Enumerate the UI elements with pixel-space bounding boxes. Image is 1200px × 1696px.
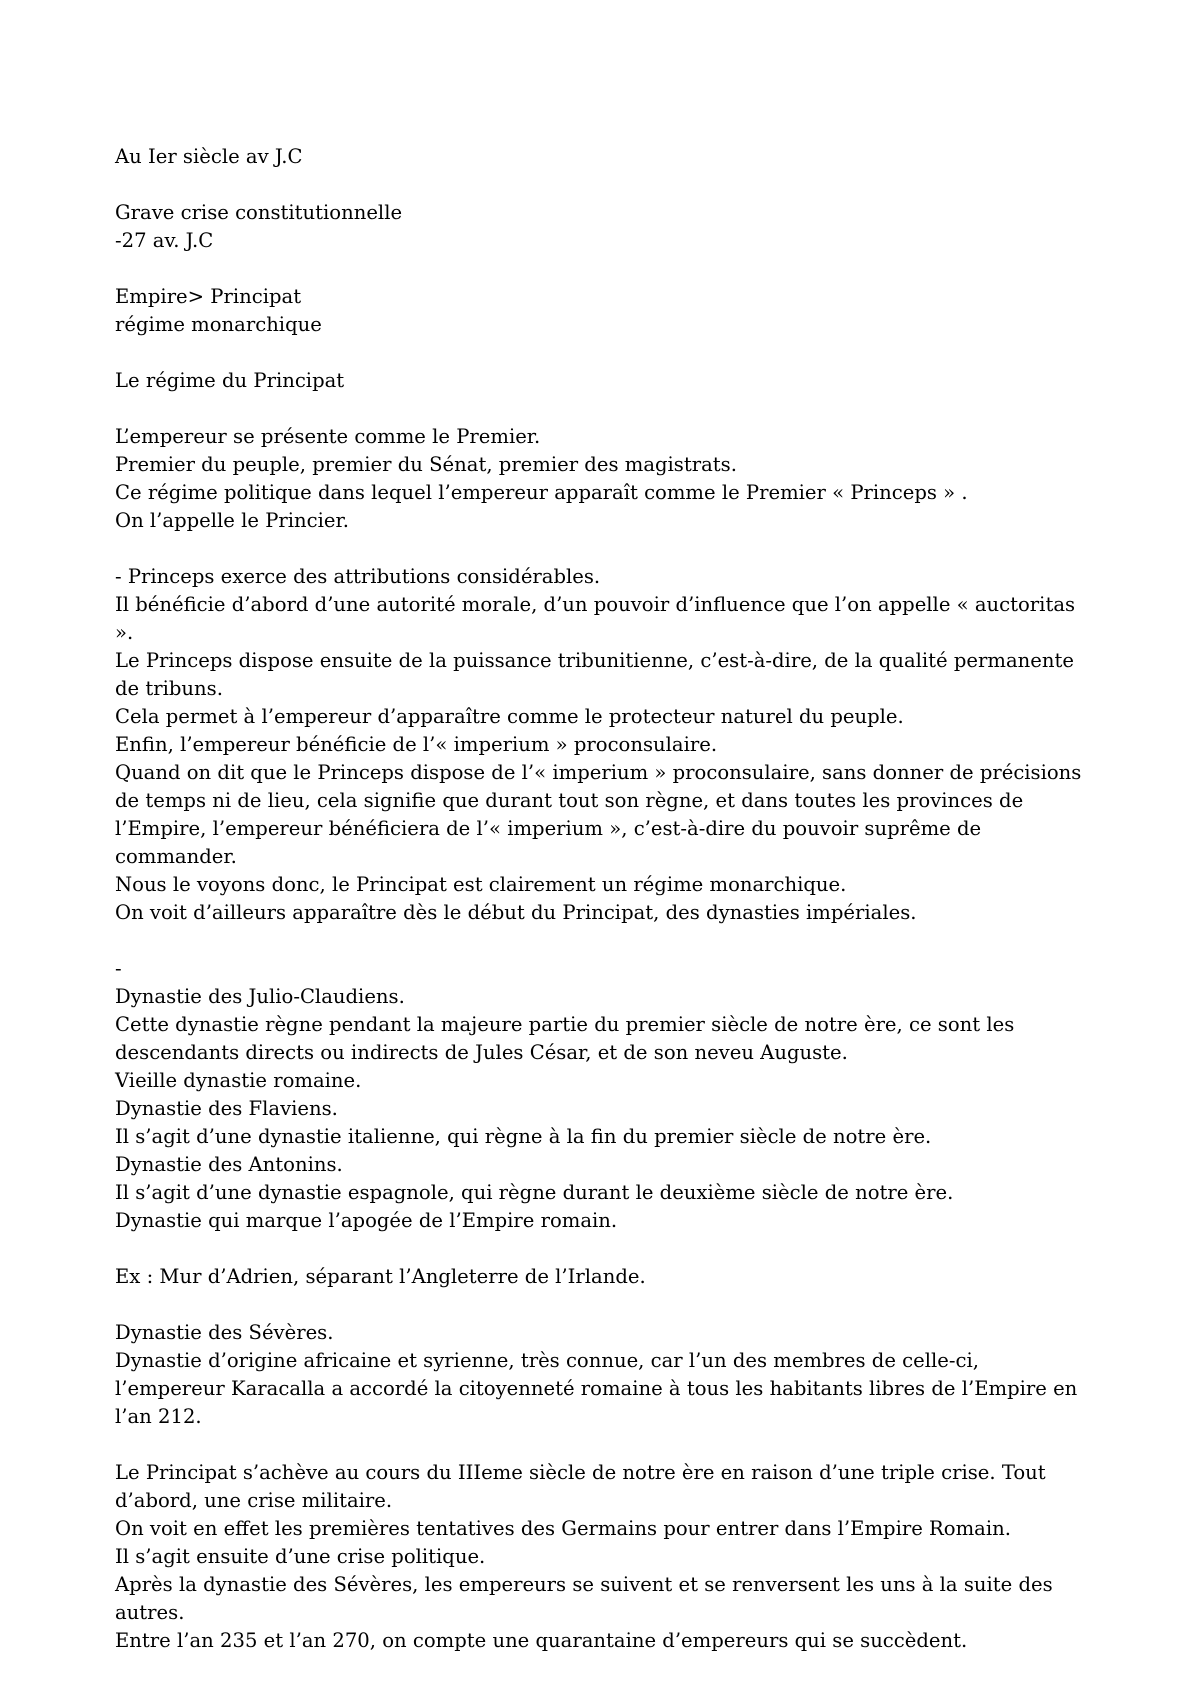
paragraph-line: -27 av. J.C (115, 229, 214, 252)
blank-line (115, 339, 1090, 367)
paragraph-line: Il s’agit d’une dynastie espagnole, qui règne durant le deuxième siècle de notre ère. (115, 1181, 954, 1204)
paragraph-line: Ex : Mur d’Adrien, séparant l’Angleterre de l’Irlande. (115, 1265, 646, 1288)
paragraph-line: Vieille dynastie romaine. (115, 1069, 362, 1092)
paragraph-line: On voit d’ailleurs apparaître dès le début du Principat, des dynasties impériales. (115, 901, 917, 924)
blank-line (115, 395, 1090, 423)
document-body (115, 143, 1090, 1655)
paragraph-line: Grave crise constitutionnelle (115, 201, 403, 224)
paragraph-line: Nous le voyons donc, le Principat est clairement un régime monarchique. (115, 873, 847, 896)
paragraph-line: On l’appelle le Princier. (115, 509, 349, 532)
paragraph-line: Il bénéficie d’abord d’une autorité morale, d’un pouvoir d’influence que l’on appelle « auctoritas ». (115, 593, 1076, 644)
paragraph-line: - Princeps exerce des attributions considérables. (115, 565, 601, 588)
blank-line (115, 927, 1090, 955)
paragraph-line: Cette dynastie règne pendant la majeure partie du premier siècle de notre ère, ce sont les descendants directs ou indirects de Jules César, et de son neveu Auguste. (115, 1013, 1015, 1064)
paragraph-line: Le Principat s’achève au cours du IIIeme siècle de notre ère en raison d’une triple crise. Tout d’abord, une crise militaire. (115, 1461, 1046, 1512)
paragraph-line: L’empereur se présente comme le Premier. (115, 425, 541, 448)
paragraph-line: Dynastie des Julio-Claudiens. (115, 985, 405, 1008)
paragraph-line: Après la dynastie des Sévères, les empereurs se suivent et se renversent les uns à la suite des autres. (115, 1573, 1053, 1624)
paragraph-line: Il s’agit ensuite d’une crise politique. (115, 1545, 486, 1568)
paragraph-line: - (115, 957, 122, 980)
paragraph-line: Entre l’an 235 et l’an 270, on compte une quarantaine d’empereurs qui se succèdent. (115, 1629, 968, 1652)
paragraph-line: Dynastie qui marque l’apogée de l’Empire romain. (115, 1209, 618, 1232)
paragraph-line: Premier du peuple, premier du Sénat, premier des magistrats. (115, 453, 737, 476)
blank-line (115, 535, 1090, 563)
paragraph-line: Dynastie des Antonins. (115, 1153, 343, 1176)
blank-line (115, 1291, 1090, 1319)
paragraph-line: Enfin, l’empereur bénéficie de l’« imperium » proconsulaire. (115, 733, 718, 756)
paragraph-line: Cela permet à l’empereur d’apparaître comme le protecteur naturel du peuple. (115, 705, 904, 728)
paragraph-line: Dynastie d’origine africaine et syrienne, très connue, car l’un des membres de celle-ci, l’empereur Karacalla a accordé la citoyenneté romaine à tous les habitants libres de l’Empire en l’an 212. (115, 1349, 1078, 1428)
paragraph-line: Au Ier siècle av J.C (115, 145, 303, 168)
paragraph-line: régime monarchique (115, 313, 322, 336)
blank-line (115, 255, 1090, 283)
section-heading: Le régime du Principat (115, 369, 345, 392)
paragraph-line: Le Princeps dispose ensuite de la puissance tribunitienne, c’est-à-dire, de la qualité permanente de tribuns. (115, 649, 1074, 700)
paragraph-line: Quand on dit que le Princeps dispose de l’« imperium » proconsulaire, sans donner de précisions de temps ni de lieu, cela signifie que durant tout son règne, et dans toutes les provinces de l’Empire, l’empereur bénéficiera de l’« imperium », c’est-à-dire du pouvoir suprême de commander. (115, 761, 1082, 868)
blank-line (115, 1235, 1090, 1263)
paragraph-line: Ce régime politique dans lequel l’empereur apparaît comme le Premier « Princeps » . (115, 481, 968, 504)
paragraph-line: Dynastie des Sévères. (115, 1321, 334, 1344)
blank-line (115, 171, 1090, 199)
paragraph-line: Empire> Principat (115, 285, 302, 308)
paragraph-line: Il s’agit d’une dynastie italienne, qui règne à la fin du premier siècle de notre ère. (115, 1125, 932, 1148)
paragraph-line: Dynastie des Flaviens. (115, 1097, 338, 1120)
blank-line (115, 1431, 1090, 1459)
paragraph-line: On voit en effet les premières tentatives des Germains pour entrer dans l’Empire Romain. (115, 1517, 1011, 1540)
